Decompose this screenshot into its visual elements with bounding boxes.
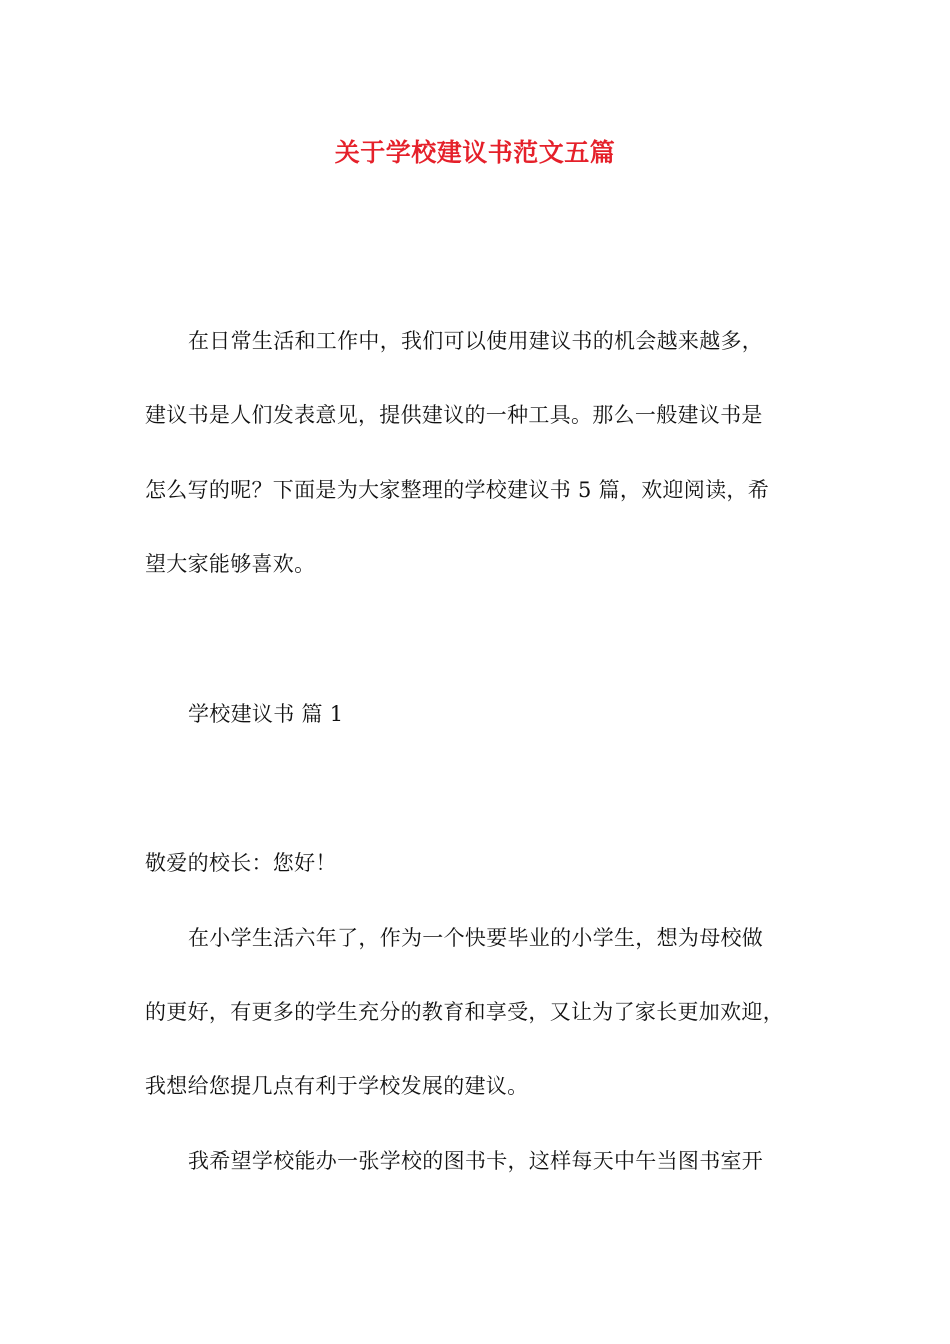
body-line-2: 的更好，有更多的学生充分的教育和享受，又让为了家长更加欢迎， [145, 1000, 784, 1024]
body-line-1: 在小学生活六年了，作为一个快要毕业的小学生，想为母校做 [188, 926, 764, 950]
section-heading: 学校建议书 篇 1 [188, 702, 344, 726]
intro-line-4: 望大家能够喜欢。 [145, 552, 316, 576]
body-line-4: 我希望学校能办一张学校的图书卡，这样每天中午当图书室开 [188, 1149, 764, 1173]
intro-line-1: 在日常生活和工作中，我们可以使用建议书的机会越来越多， [188, 329, 764, 353]
intro-line-2: 建议书是人们发表意见，提供建议的一种工具。那么一般建议书是 [145, 403, 763, 427]
salutation: 敬爱的校长：您好！ [145, 851, 337, 875]
document-title: 关于学校建议书范文五篇 [334, 138, 616, 167]
intro-line-3: 怎么写的呢？下面是为大家整理的学校建议书 5 篇，欢迎阅读，希 [145, 478, 770, 502]
body-line-3: 我想给您提几点有利于学校发展的建议。 [145, 1074, 529, 1098]
